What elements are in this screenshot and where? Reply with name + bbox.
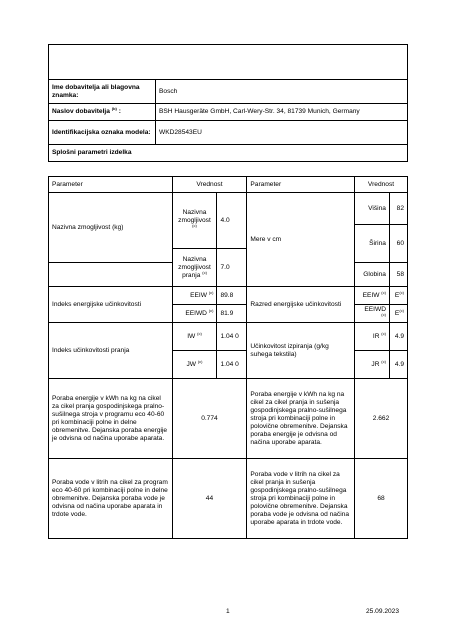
water-washdry-value: 68 [355,459,408,539]
table-row [49,379,408,459]
footer-date: 25.09.2023 [366,608,400,615]
iw-sup: (c) [197,330,202,336]
class-eeiwd-label-cell [355,305,390,323]
supplier-value: Bosch [156,80,408,104]
section-title: Splošni parametri izdelka [49,145,408,162]
address-label-cell [49,104,156,121]
eeiw-label-cell [172,287,217,305]
address-value: BSH Hausgeräte GmbH, Carl-Wery-Str. 34, 81739 Munich, Germany [156,104,408,121]
capacity-dry-label-cell [172,249,217,287]
col-header-parameter-1: Parameter [49,177,173,193]
blank-row [49,45,408,80]
jw-label-cell [172,351,217,379]
iw-value: 1.04 0 [217,323,247,351]
class-eeiw-sup: (c) [381,289,386,295]
class-eeiw-value: E [394,291,400,299]
jw-label: JW [186,360,196,368]
capacity-wash-label-cell [172,193,217,249]
table-row [49,323,408,351]
jr-sup: (c) [381,358,386,364]
height-value: 82 [389,193,407,225]
water-wash-value: 44 [172,459,247,539]
column-header-row [49,177,408,193]
address-colon: : [118,108,121,115]
eeiwd-label: EEIWD [185,309,207,317]
energy-washdry-value: 2.662 [355,379,408,459]
class-eeiwd-value-cell [389,305,407,323]
address-label: Naslov dobavitelja [52,108,110,115]
iw-label-cell [172,323,217,351]
supplier-table [48,44,408,162]
energy-wash-label: Poraba energije v kWh na kg na cikel za cikel pranja gospodinjskega pralno-sušilnega stroja v programu eco 40-60 pri kombinaciji polne in delne obremenitve. Dejanska poraba energije je odvisna od načina uporabe aparata. [49,379,173,459]
water-washdry-label: Poraba vode v litrih na cikel za cikel pranja in sušenja gospodinjskega pralno-sušilnega stroja pri kombinaciji polne in polovične obremenitve. Dejanska poraba vode je odvisna od načina uporabe aparata in trdote vode. [247,459,355,539]
address-sup: (b) [111,105,117,111]
supplier-row [49,80,408,104]
energy-class-label: Razred energijske učinkovitosti [247,287,355,323]
eeiw-sup: (c) [208,289,214,295]
col-header-value-2: Vrednost [355,177,408,193]
model-value: WKD28543EU [156,121,408,145]
height-label: Višina [355,193,390,225]
jr-value: 4.9 [389,351,407,379]
class-eeiw-label-cell [355,287,390,305]
capacity-wash-sup: (c) [192,222,197,228]
col-header-value-1: Vrednost [172,177,247,193]
width-value: 60 [389,225,407,263]
address-row [49,104,408,121]
jr-label-cell [355,351,390,379]
energy-wash-value: 0.774 [172,379,247,459]
eeiwd-label-cell [172,305,217,323]
capacity-dry-sup: (c) [202,269,207,275]
wash-index-label: Indeks učinkovitosti pranja [49,323,173,379]
depth-value: 58 [389,263,407,287]
model-label: Identifikacijska oznaka modela: [49,121,156,145]
capacity-wash-value: 4.0 [217,193,247,249]
blank-cell [49,45,408,80]
eeiw-label: EEIW [190,291,207,299]
col-header-parameter-2: Parameter [247,177,355,193]
water-wash-label: Poraba vode v litrih na cikel za program eco 40-60 pri kombinaciji polne in delne obremenitve. Dejanska poraba vode je odvisna od načina uporabe aparata in trdote vode. [49,459,173,539]
capacity-dry-label: Nazivna zmogljivost pranja [178,255,211,279]
eeiw-value: 89.8 [217,287,247,305]
eeiwd-sup: (c) [208,307,214,313]
energy-index-label: Indeks energijske učinkovitosti [49,287,173,323]
class-eeiw-value-sup: (c) [399,289,404,295]
ir-label-cell [355,323,390,351]
parameters-table [48,176,408,539]
jr-label: JR [371,360,380,368]
table-row [49,459,408,539]
class-eeiwd-value: E [394,309,400,317]
table-row [49,287,408,305]
class-eeiwd-label: EEIWD [364,305,386,313]
jw-sup: (c) [197,358,203,364]
page-number: 1 [226,608,230,615]
dimensions-label: Mere v cm [247,193,355,287]
class-eeiw-value-cell [389,287,407,305]
rinse-label: Učinkovitost izpiranja (g/kg suhega tekstila) [247,323,355,379]
class-eeiwd-value-sup: (c) [399,307,404,313]
capacity-label: Nazivna zmogljivost (kg) [49,193,173,263]
supplier-label: Ime dobavitelja ali blagovna znamka: [49,80,156,104]
capacity-dry-value: 7.0 [217,249,247,287]
capacity-label-cont [49,263,173,287]
ir-label: IR [372,332,380,340]
ir-sup: (c) [381,330,386,336]
iw-label: IW [187,332,196,340]
energy-washdry-label: Poraba energije v kWh na kg na cikel za cikel pranja in sušenja gospodinjskega pralno-sušilnega stroja pri kombinaciji polne in polovične obremenitve. Dejanska poraba energije je odvisna od načina uporabe aparata. [247,379,355,459]
capacity-wash-label: Nazivna zmogljivost [178,208,211,224]
jw-value: 1.04 0 [217,351,247,379]
eeiwd-value: 81.9 [217,305,247,323]
class-eeiw-label: EEIW [362,291,380,299]
section-row [49,145,408,162]
depth-label: Globina [355,263,390,287]
model-row [49,121,408,145]
ir-value: 4.9 [389,323,407,351]
width-label: Širina [355,225,390,263]
class-eeiwd-sup: (c) [381,311,386,317]
table-row [49,193,408,225]
